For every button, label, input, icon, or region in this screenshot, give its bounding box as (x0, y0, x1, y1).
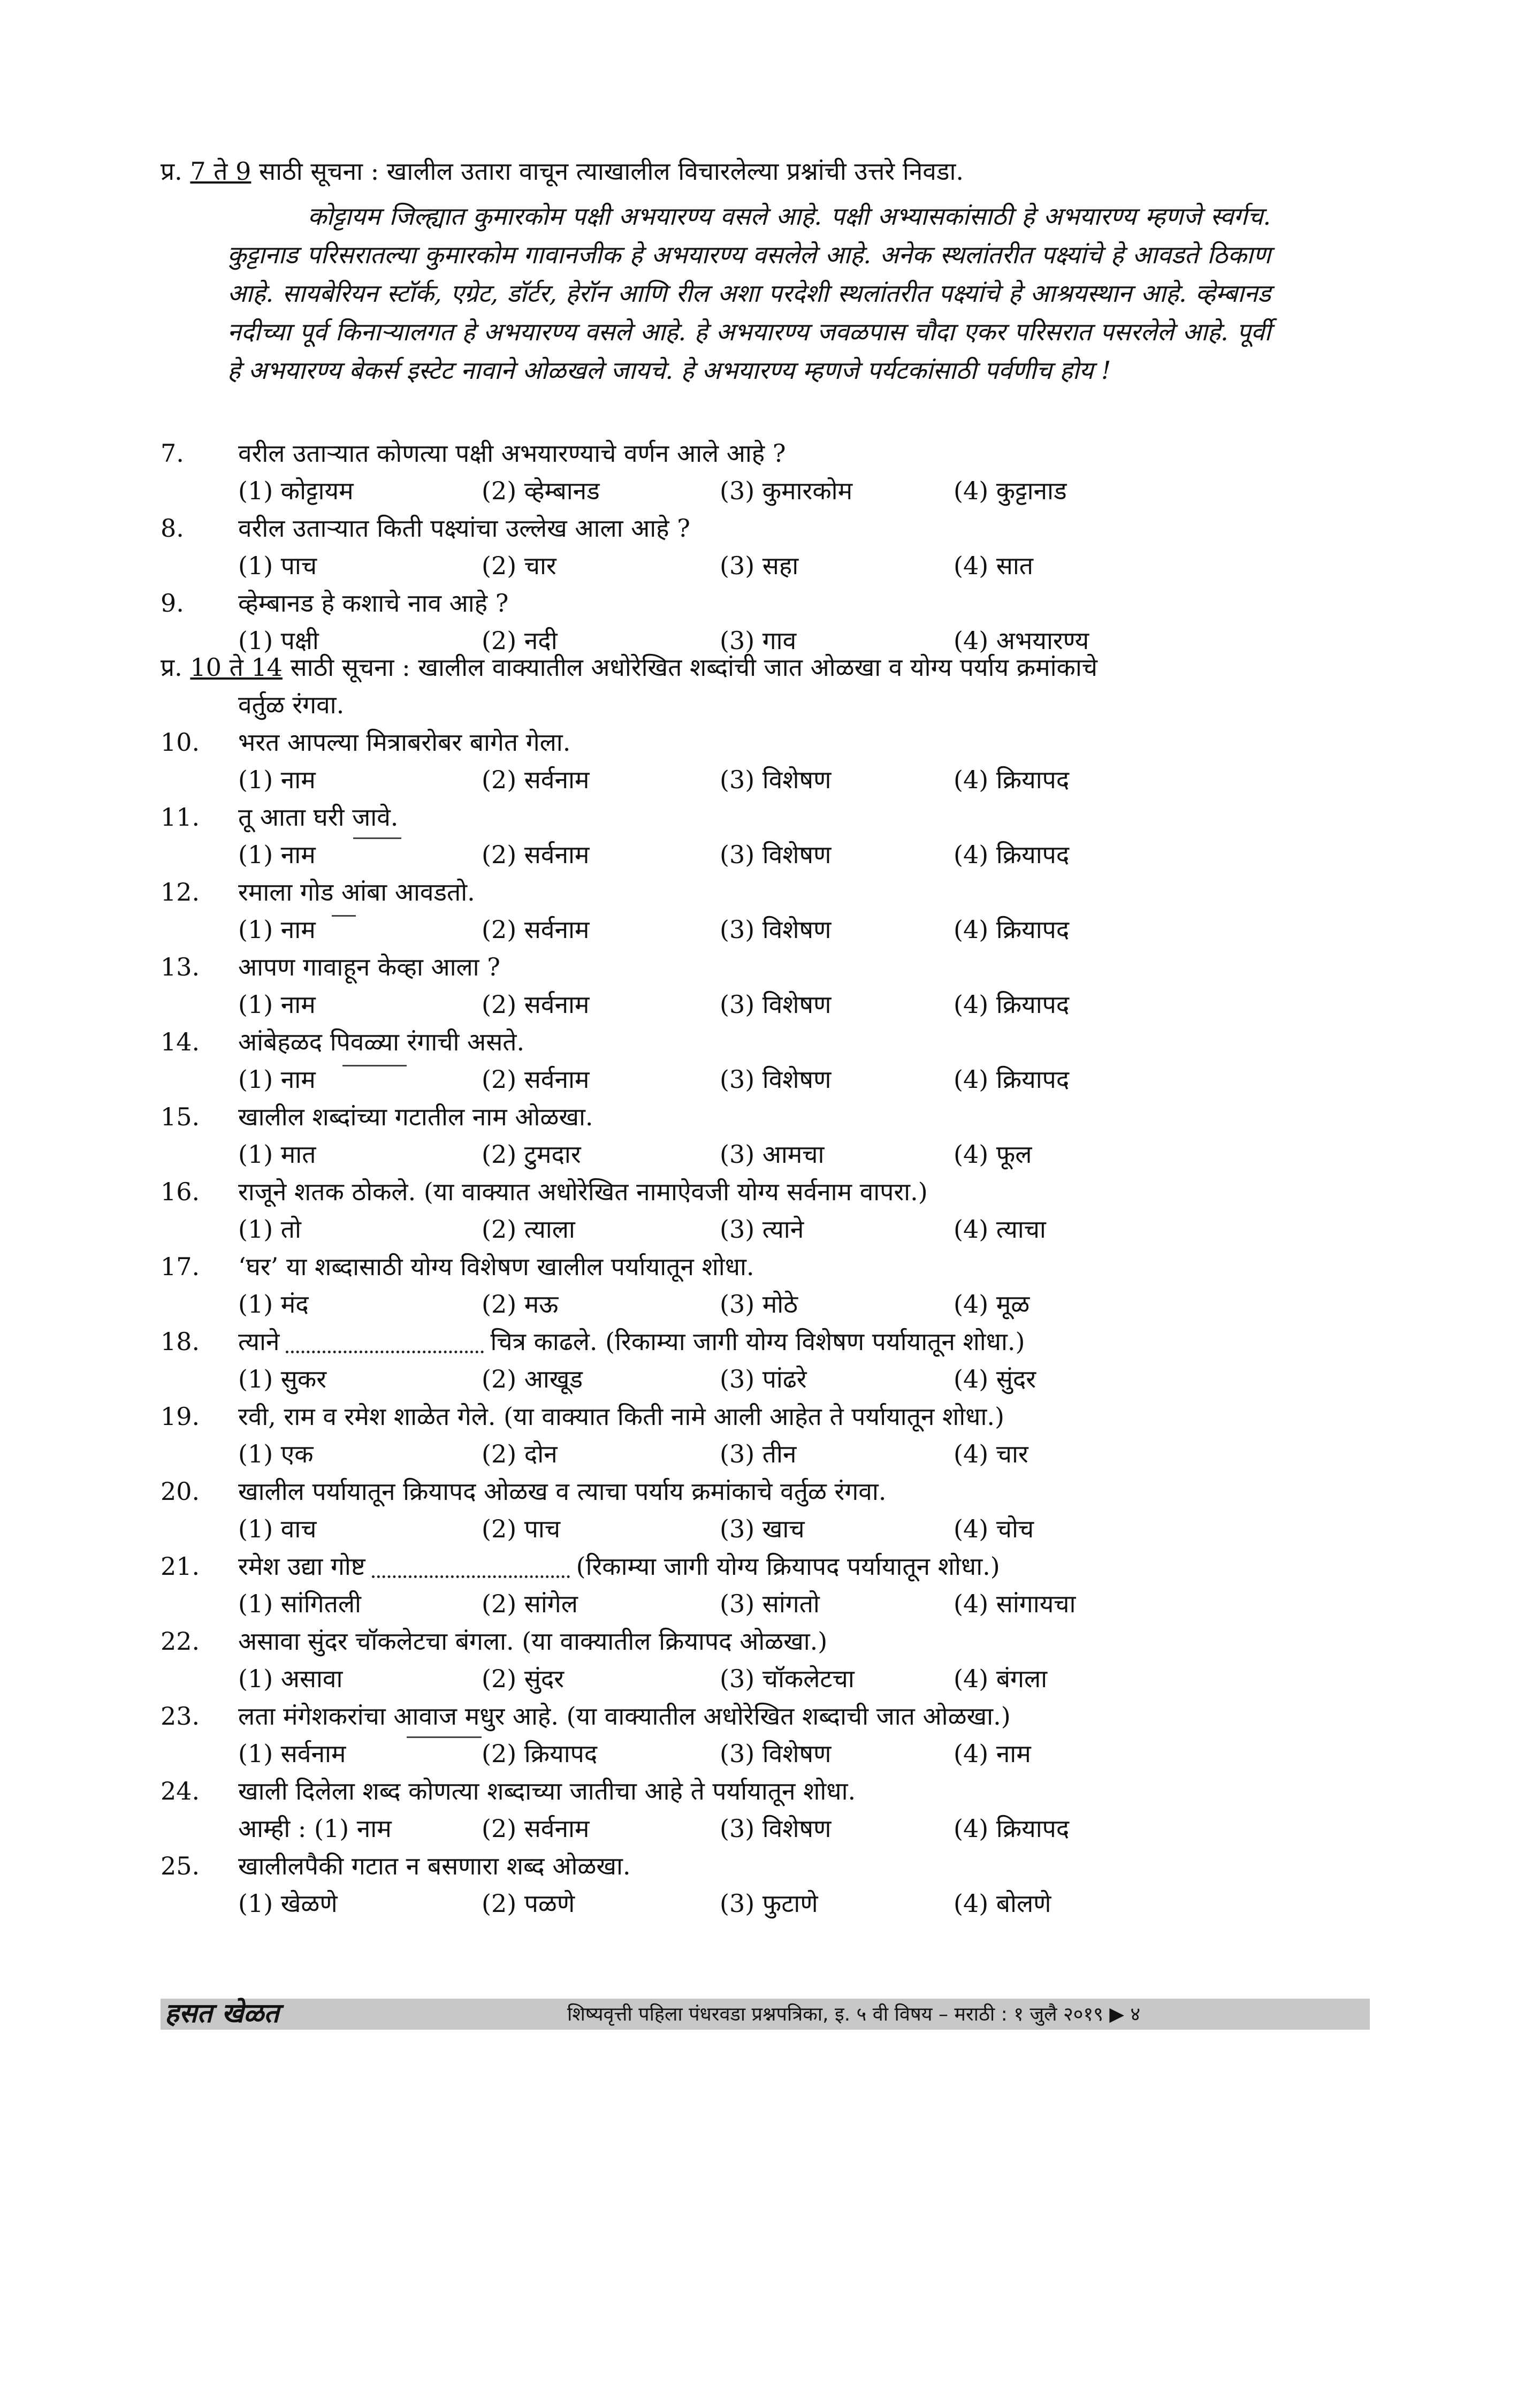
question-number: 19. (161, 1402, 200, 1431)
answer-option-3[interactable]: (3) आमचा (720, 1140, 825, 1169)
answer-option-2[interactable]: (2) सर्वनाम (482, 1814, 590, 1843)
pen-mark (353, 837, 401, 839)
answer-option-4[interactable]: (4) बंगला (954, 1664, 1048, 1693)
answer-option-4[interactable]: (4) क्रियापद (954, 990, 1070, 1019)
instruction-range: 10 ते 14 (190, 653, 283, 682)
question-number: 18. (161, 1327, 200, 1356)
question-number: 23. (161, 1702, 200, 1731)
instruction-text: साठी सूचना : खालील उतारा वाचून त्याखालील विचारलेल्या प्रश्नांची उत्तरे निवडा. (251, 157, 964, 186)
question-text: वरील उताऱ्यात किती पक्ष्यांचा उल्लेख आला आहे ? (238, 514, 690, 543)
question-text: लता मंगेशकरांचा आवाज मधुर आहे. (या वाक्यातील अधोरेखित शब्दाची जात ओळखा.) (238, 1702, 1011, 1731)
answer-option-3[interactable]: (3) पांढरे (720, 1365, 807, 1393)
answer-option-3[interactable]: (3) कुमारकोम (720, 476, 853, 505)
answer-option-1[interactable]: (1) नाम (238, 915, 316, 944)
question-text: असावा सुंदर चॉकलेटचा बंगला. (या वाक्यातील क्रियापद ओळखा.) (238, 1627, 828, 1656)
answer-option-1[interactable]: (1) सर्वनाम (238, 1739, 346, 1768)
answer-option-4[interactable]: (4) चोच (954, 1514, 1034, 1543)
answer-option-1[interactable]: आम्ही : (1) नाम (238, 1814, 392, 1843)
answer-option-2[interactable]: (2) दोन (482, 1439, 558, 1468)
question-text: भरत आपल्या मित्राबरोबर बागेत गेला. (238, 728, 571, 757)
passage-text: कोट्टायम जिल्ह्यात कुमारकोम पक्षी अभयारण्य वसले आहे. पक्षी अभ्यासकांसाठी हे अभयारण्य म्हणजे स्वर्गच. कुट्टानाड परिसरातल्या कुमारकोम गावानजीक हे अभयारण्य वसलेले आहे. अनेक स्थलांतरीत पक्ष्यांचे हे आवडते ठिकाण आहे. सायबेरियन स्टॉर्क, एग्रेट, डॉर्टर, हेरॉन आणि रील अशा परदेशी स्थलांतरीत पक्ष्यांचे हे आश्रयस्थान आहे. व्हेम्बानड नदीच्या पूर्व किनाऱ्यालगत हे अभयारण्य वसले आहे. हे अभयारण्य जवळपास चौदा एकर परिसरात पसरलेले आहे. पूर्वी हे अभयारण्य बेकर्स इस्टेट नावाने ओळखले जायचे. हे अभयारण्य म्हणजे पर्यटकांसाठी पर्वणीच होय ! (227, 202, 1271, 385)
answer-option-1[interactable]: (1) सांगितली (238, 1589, 361, 1618)
answer-option-3[interactable]: (3) विशेषण (720, 915, 832, 944)
answer-option-4[interactable]: (4) त्याचा (954, 1215, 1046, 1244)
answer-option-2[interactable]: (2) सांगेल (482, 1589, 578, 1618)
answer-option-3[interactable]: (3) विशेषण (720, 840, 832, 869)
answer-option-4[interactable]: (4) सात (954, 551, 1034, 580)
answer-option-2[interactable]: (2) सर्वनाम (482, 840, 590, 869)
instruction-10-14 (161, 650, 1097, 684)
answer-option-4[interactable]: (4) क्रियापद (954, 765, 1070, 794)
answer-option-1[interactable]: (1) कोट्टायम (238, 476, 354, 505)
answer-option-1[interactable]: (1) वाच (238, 1514, 317, 1543)
question-number: 24. (161, 1777, 200, 1805)
answer-option-2[interactable]: (2) चार (482, 551, 556, 580)
question-text: रमाला गोड आंबा आवडतो. (238, 878, 475, 906)
question-number: 7. (161, 439, 184, 468)
answer-option-3[interactable]: (3) विशेषण (720, 1814, 832, 1843)
footer-text: शिष्यवृत्ती पहिला पंधरवडा प्रश्नपत्रिका, इ. ५ वी विषय – मराठी : १ जुलै २०१९ ▶ ४ (567, 2003, 1141, 2025)
pen-mark (342, 1065, 407, 1066)
question-text-after-blank: (रिकाम्या जागी योग्य क्रियापद पर्यायातून शोधा.) (576, 1552, 1000, 1581)
question-text: खालील शब्दांच्या गटातील नाम ओळखा. (238, 1102, 593, 1131)
answer-option-4[interactable]: (4) क्रियापद (954, 1065, 1070, 1094)
instruction-10-14-line2: वर्तुळ रंगवा. (238, 690, 345, 719)
answer-option-4[interactable]: (4) फूल (954, 1140, 1032, 1169)
footer-brand-logo: हसत खेळत (165, 1998, 279, 2029)
answer-option-2[interactable]: (2) मऊ (482, 1290, 559, 1319)
answer-option-3[interactable]: (3) मोठे (720, 1290, 798, 1319)
answer-option-2[interactable]: (2) त्याला (482, 1215, 575, 1244)
question-text: राजूने शतक ठोकले. (या वाक्यात अधोरेखित नामाऐवजी योग्य सर्वनाम वापरा.) (238, 1177, 928, 1206)
question-number: 10. (161, 728, 200, 757)
answer-option-3[interactable]: (3) खाच (720, 1514, 805, 1543)
answer-option-1[interactable]: (1) नाम (238, 990, 316, 1019)
question-text: ‘घर’ या शब्दासाठी योग्य विशेषण खालील पर्यायातून शोधा. (238, 1252, 754, 1281)
question-text: खाली दिलेला शब्द कोणत्या शब्दाच्या जातीचा आहे ते पर्यायातून शोधा. (238, 1777, 856, 1805)
answer-option-4[interactable]: (4) क्रियापद (954, 840, 1070, 869)
answer-option-2[interactable]: (2) व्हेम्बानड (482, 476, 600, 505)
answer-option-2[interactable]: (2) सर्वनाम (482, 915, 590, 944)
answer-option-2[interactable]: (2) सर्वनाम (482, 1065, 590, 1094)
question-text: वरील उताऱ्यात कोणत्या पक्षी अभयारण्याचे वर्णन आले आहे ? (238, 439, 786, 468)
answer-option-1[interactable]: (1) तो (238, 1215, 301, 1244)
answer-option-3[interactable]: (3) सहा (720, 551, 799, 580)
answer-option-1[interactable]: (1) मंद (238, 1290, 309, 1319)
answer-option-1[interactable]: (1) एक (238, 1439, 314, 1468)
question-number: 14. (161, 1027, 200, 1056)
question-text-before-blank: रमेश उद्या गोष्ट (238, 1552, 365, 1581)
instruction-prefix: प्र. (161, 653, 190, 682)
answer-option-1[interactable]: (1) नाम (238, 840, 316, 869)
answer-option-2[interactable]: (2) नदी (482, 626, 558, 655)
question-text: आपण गावाहून केव्हा आला ? (238, 952, 500, 981)
question-number: 13. (161, 952, 200, 981)
question-number: 8. (161, 514, 184, 543)
pen-mark (332, 915, 356, 917)
answer-option-4[interactable]: (4) क्रियापद (954, 1814, 1070, 1843)
question-text: खालील पर्यायातून क्रियापद ओळख व त्याचा पर्याय क्रमांकाचे वर्तुळ रंगवा. (238, 1477, 887, 1506)
answer-option-2[interactable]: (2) आखूड (482, 1365, 583, 1393)
question-text-before-blank: त्याने (238, 1327, 280, 1356)
pen-mark (407, 1736, 482, 1738)
answer-option-3[interactable]: (3) विशेषण (720, 990, 832, 1019)
question-text: तू आता घरी जावे. (238, 803, 399, 832)
instruction-7-9 (161, 154, 964, 188)
answer-option-2[interactable]: (2) सुंदर (482, 1664, 565, 1693)
instruction-text: साठी सूचना : खालील वाक्यातील अधोरेखित शब्दांची जात ओळखा व योग्य पर्याय क्रमांकाचे (282, 653, 1097, 682)
answer-option-1[interactable]: (1) खेळणे (238, 1889, 338, 1918)
answer-option-2[interactable]: (2) पाच (482, 1514, 561, 1543)
answer-option-4[interactable]: (4) क्रियापद (954, 915, 1070, 944)
answer-option-2[interactable]: (2) टुमदार (482, 1140, 581, 1169)
answer-option-3[interactable]: (3) चॉकलेटचा (720, 1664, 855, 1693)
question-number: 20. (161, 1477, 200, 1506)
answer-option-2[interactable]: (2) सर्वनाम (482, 990, 590, 1019)
question-text: रवी, राम व रमेश शाळेत गेले. (या वाक्यात किती नामे आली आहेत ते पर्यायातून शोधा.) (238, 1402, 1004, 1431)
answer-option-3[interactable]: (3) फुटाणे (720, 1889, 818, 1918)
answer-option-4[interactable]: (4) अभयारण्य (954, 626, 1089, 655)
question-number: 21. (161, 1552, 200, 1581)
question-number: 22. (161, 1627, 200, 1656)
answer-option-1[interactable]: (1) पक्षी (238, 626, 319, 655)
answer-option-1[interactable]: (1) नाम (238, 765, 316, 794)
answer-option-2[interactable]: (2) पळणे (482, 1889, 575, 1918)
answer-option-4[interactable]: (4) बोलणे (954, 1889, 1051, 1918)
question-number: 15. (161, 1102, 200, 1131)
answer-option-4[interactable]: (4) कुट्टानाड (954, 476, 1067, 505)
answer-option-1[interactable]: (1) असावा (238, 1664, 343, 1693)
fill-in-blank (286, 1335, 484, 1353)
question-text: आंबेहळद पिवळ्या रंगाची असते. (238, 1027, 525, 1056)
answer-option-4[interactable]: (4) चार (954, 1439, 1028, 1468)
question-number: 16. (161, 1177, 200, 1206)
reading-passage (227, 197, 1271, 390)
instruction-range: 7 ते 9 (190, 157, 251, 186)
answer-option-2[interactable]: (2) सर्वनाम (482, 765, 590, 794)
fill-in-blank (372, 1559, 570, 1578)
question-text: खालीलपैकी गटात न बसणारा शब्द ओळखा. (238, 1851, 631, 1880)
question-number: 9. (161, 589, 184, 618)
question-number: 17. (161, 1252, 200, 1281)
answer-option-3[interactable]: (3) तीन (720, 1439, 797, 1468)
answer-option-1[interactable]: (1) पाच (238, 551, 317, 580)
answer-option-1[interactable]: (1) सुकर (238, 1365, 327, 1393)
answer-option-2[interactable]: (2) क्रियापद (482, 1739, 598, 1768)
answer-option-4[interactable]: (4) सुंदर (954, 1365, 1036, 1393)
question-number: 11. (161, 803, 200, 832)
answer-option-4[interactable]: (4) सांगायचा (954, 1589, 1076, 1618)
answer-option-3[interactable]: (3) गाव (720, 626, 797, 655)
question-number: 12. (161, 878, 200, 906)
answer-option-4[interactable]: (4) नाम (954, 1739, 1031, 1768)
question-text-after-blank: चित्र काढले. (रिकाम्या जागी योग्य विशेषण पर्यायातून शोधा.) (490, 1327, 1025, 1356)
answer-option-4[interactable]: (4) मूळ (954, 1290, 1030, 1319)
answer-option-1[interactable]: (1) नाम (238, 1065, 316, 1094)
answer-option-3[interactable]: (3) विशेषण (720, 1065, 832, 1094)
answer-option-3[interactable]: (3) त्याने (720, 1215, 804, 1244)
answer-option-1[interactable]: (1) मात (238, 1140, 316, 1169)
instruction-prefix: प्र. (161, 157, 190, 186)
answer-option-3[interactable]: (3) विशेषण (720, 1739, 832, 1768)
question-text (238, 1324, 1025, 1359)
answer-option-3[interactable]: (3) विशेषण (720, 765, 832, 794)
question-text: व्हेम्बानड हे कशाचे नाव आहे ? (238, 589, 509, 618)
question-text (238, 1549, 1000, 1583)
question-number: 25. (161, 1851, 200, 1880)
answer-option-3[interactable]: (3) सांगतो (720, 1589, 820, 1618)
